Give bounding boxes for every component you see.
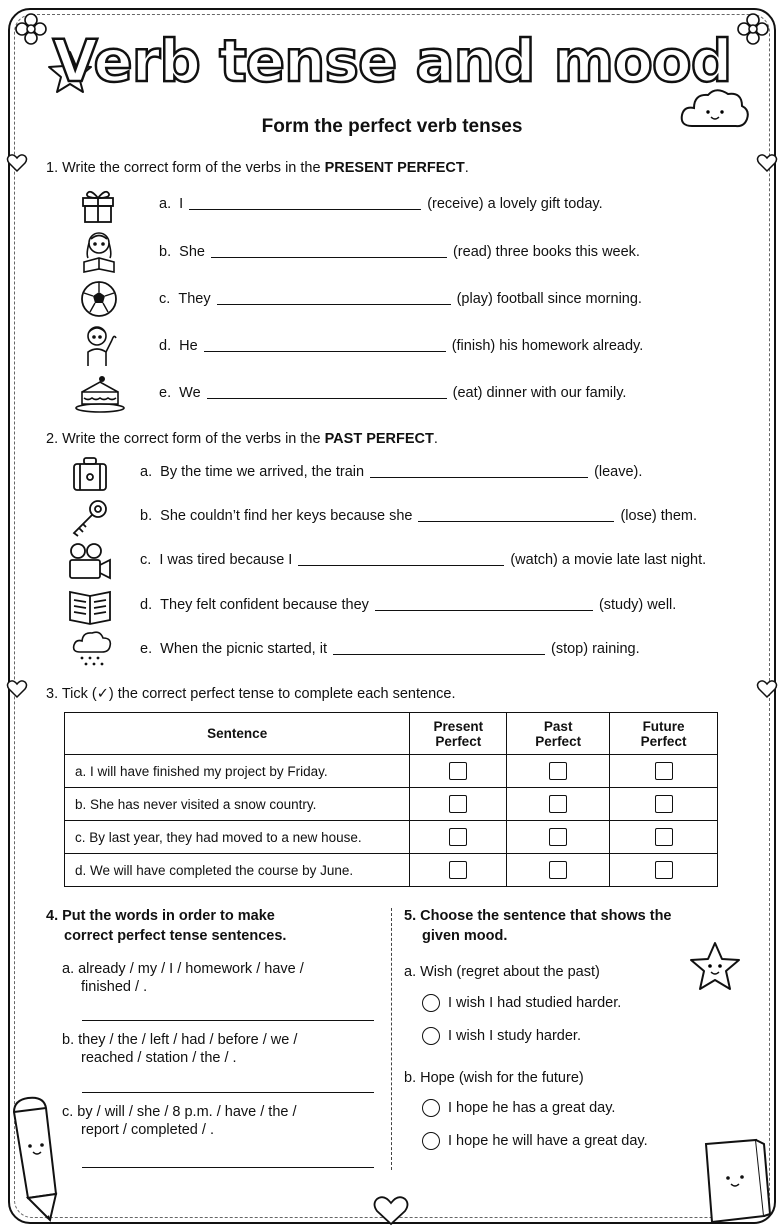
q2-item-b: b. She couldn’t find her keys because she (lose) them.	[140, 508, 698, 524]
question-5	[404, 906, 704, 1162]
sentence-cell: d. We will have completed the course by June.	[65, 854, 410, 887]
movie-camera-icon	[66, 542, 114, 582]
q1-item-a: a. I (receive) a lovely gift today.	[159, 196, 603, 212]
present-perfect-checkbox[interactable]	[449, 762, 467, 780]
answer-line[interactable]	[82, 1020, 374, 1021]
worksheet-subtitle: Form the perfect verb tenses	[261, 116, 523, 137]
heart-icon	[756, 152, 778, 174]
pencil-icon	[6, 1094, 76, 1226]
table-row	[65, 788, 718, 821]
gift-icon	[80, 186, 116, 224]
radio-button[interactable]	[422, 1132, 440, 1150]
q5-option[interactable]: I hope he has a great day.	[422, 1099, 615, 1117]
table-row	[65, 854, 718, 887]
soccer-ball-icon	[79, 279, 119, 319]
table-header-row	[65, 713, 718, 755]
past-perfect-checkbox[interactable]	[549, 762, 567, 780]
rain-cloud-icon	[70, 628, 114, 668]
table-row	[65, 821, 718, 854]
q5-part-a-label: a. Wish (regret about the past)	[404, 964, 600, 980]
future-perfect-checkbox[interactable]	[655, 795, 673, 813]
answer-blank[interactable]	[211, 246, 447, 258]
key-icon	[68, 498, 110, 538]
answer-blank[interactable]	[418, 510, 614, 522]
star-icon	[686, 938, 744, 996]
q2-item-a: a. By the time we arrived, the train (leave).	[140, 464, 643, 480]
q2-item-d: d. They felt confident because they (study) well.	[140, 597, 677, 613]
answer-blank[interactable]	[207, 387, 447, 399]
answer-blank[interactable]	[189, 198, 421, 210]
answer-blank[interactable]	[375, 599, 593, 611]
column-divider	[391, 908, 392, 1170]
heart-icon	[372, 1194, 410, 1228]
sentence-cell: b. She has never visited a snow country.	[65, 788, 410, 821]
question-2-heading: 2. Write the correct form of the verbs in the PAST PERFECT.	[46, 431, 438, 447]
table-row	[65, 755, 718, 788]
future-perfect-checkbox[interactable]	[655, 861, 673, 879]
suitcase-icon	[70, 454, 110, 494]
sentence-cell: c. By last year, they had moved to a new house.	[65, 821, 410, 854]
past-perfect-checkbox[interactable]	[549, 861, 567, 879]
present-perfect-checkbox[interactable]	[449, 795, 467, 813]
answer-blank[interactable]	[204, 340, 446, 352]
column-header-future-perfect: Future Perfect	[610, 713, 718, 755]
q1-item-d: d. He (finish) his homework already.	[159, 338, 644, 354]
past-perfect-checkbox[interactable]	[549, 795, 567, 813]
answer-line[interactable]	[82, 1092, 374, 1093]
heart-icon	[756, 678, 778, 700]
book-icon	[698, 1136, 772, 1224]
q5-option[interactable]: I wish I study harder.	[422, 1027, 581, 1045]
q2-item-e: e. When the picnic started, it (stop) raining.	[140, 641, 640, 657]
answer-line[interactable]	[82, 1167, 374, 1168]
past-perfect-checkbox[interactable]	[549, 828, 567, 846]
girl-reading-icon	[78, 228, 120, 274]
open-book-icon	[66, 586, 114, 626]
answer-blank[interactable]	[370, 466, 588, 478]
answer-blank[interactable]	[298, 554, 504, 566]
q4-item-a: a. already / my / I / homework / have / finished / .	[62, 961, 304, 995]
column-header-present-perfect: Present Perfect	[410, 713, 507, 755]
column-header-past-perfect: Past Perfect	[507, 713, 610, 755]
present-perfect-checkbox[interactable]	[449, 861, 467, 879]
q1-item-b: b. She (read) three books this week.	[159, 244, 640, 260]
question-4-heading: 4. Put the words in order to make correct perfect tense sentences.	[46, 908, 287, 944]
question-1-heading: 1. Write the correct form of the verbs in the PRESENT PERFECT.	[46, 160, 469, 176]
worksheet-title: Verb tense and mood	[52, 27, 732, 95]
q5-option[interactable]: I wish I had studied harder.	[422, 994, 621, 1012]
radio-button[interactable]	[422, 994, 440, 1012]
q4-item-c: c. by / will / she / 8 p.m. / have / the / report / completed / .	[62, 1104, 297, 1138]
tense-tick-table	[64, 712, 718, 887]
radio-button[interactable]	[422, 1027, 440, 1045]
q1-item-e: e. We (eat) dinner with our family.	[159, 385, 627, 401]
future-perfect-checkbox[interactable]	[655, 828, 673, 846]
q4-item-b: b. they / the / left / had / before / we / reached / station / the / .	[62, 1032, 298, 1066]
q5-option[interactable]: I hope he will have a great day.	[422, 1132, 648, 1150]
q2-item-c: c. I was tired because I (watch) a movie late last night.	[140, 552, 707, 568]
heart-icon	[6, 152, 28, 174]
present-perfect-checkbox[interactable]	[449, 828, 467, 846]
question-5-heading: 5. Choose the sentence that shows the given mood.	[404, 908, 672, 944]
answer-blank[interactable]	[217, 293, 451, 305]
sentence-cell: a. I will have finished my project by Friday.	[65, 755, 410, 788]
boy-waving-icon	[80, 322, 120, 368]
question-4	[46, 906, 376, 1176]
cake-icon	[74, 372, 126, 414]
question-3-heading: 3. Tick (✓) the correct perfect tense to complete each sentence.	[46, 686, 456, 702]
q1-item-c: c. They (play) football since morning.	[159, 291, 642, 307]
column-header-sentence: Sentence	[65, 713, 410, 755]
radio-button[interactable]	[422, 1099, 440, 1117]
answer-blank[interactable]	[333, 643, 545, 655]
q5-part-b-label: b. Hope (wish for the future)	[404, 1070, 584, 1086]
future-perfect-checkbox[interactable]	[655, 762, 673, 780]
heart-icon	[6, 678, 28, 700]
